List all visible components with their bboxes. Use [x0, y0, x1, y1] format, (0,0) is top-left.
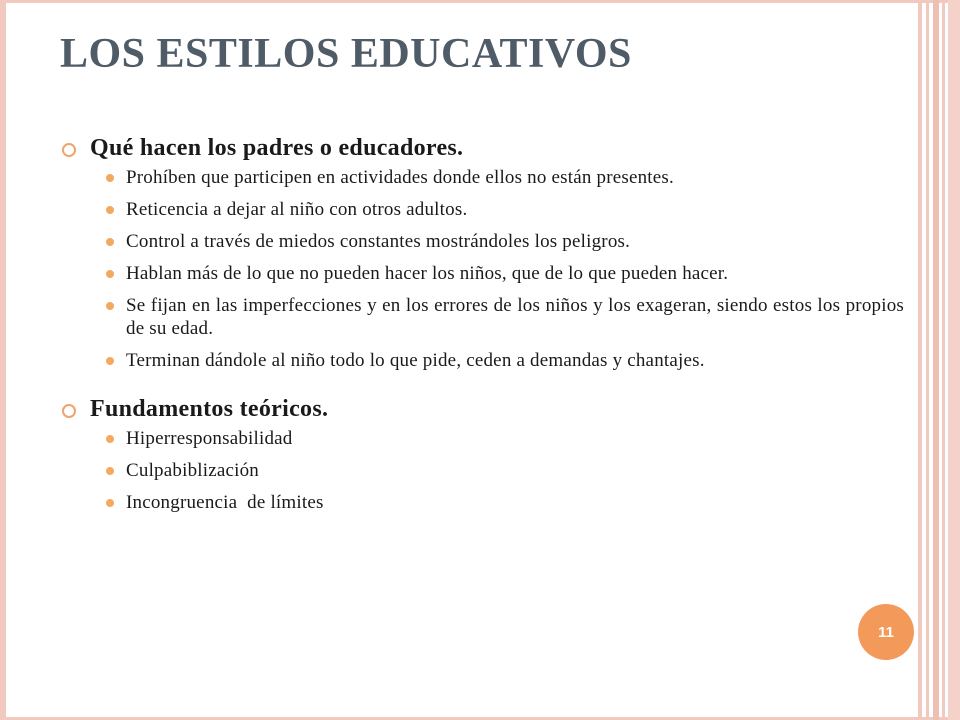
list-item — [106, 230, 904, 253]
bullet-list — [62, 166, 904, 372]
bullet-dot-icon — [106, 357, 114, 365]
bullet-dot-icon — [106, 499, 114, 507]
list-item — [106, 349, 904, 372]
bullet-dot-icon — [106, 270, 114, 278]
section-heading: Fundamentos teóricos. — [90, 396, 329, 422]
list-item — [106, 262, 904, 285]
slide-top-border — [0, 0, 960, 3]
decorative-stripe — [926, 0, 929, 720]
section-heading-row — [62, 396, 904, 423]
list-item-text: Culpabiblización — [126, 460, 259, 481]
section-what-parents-do — [62, 135, 904, 372]
section-heading-row — [62, 135, 904, 162]
section-theoretical-foundations — [62, 396, 904, 514]
ring-bullet-icon — [62, 143, 76, 157]
list-item-text: Prohíben que participen en actividades donde ellos no están presentes. — [126, 167, 674, 188]
decorative-stripe — [933, 0, 939, 720]
list-item-text: Terminan dándole al niño todo lo que pide, ceden a demandas y chantajes. — [126, 350, 705, 371]
list-item — [106, 459, 904, 482]
list-item-text: Hablan más de lo que no pueden hacer los niños, que de lo que pueden hacer. — [126, 263, 729, 284]
slide-content — [62, 135, 904, 523]
bullet-dot-icon — [106, 302, 114, 310]
decorative-stripe — [948, 0, 960, 720]
list-item — [106, 491, 904, 514]
section-heading: Qué hacen los padres o educadores. — [90, 135, 464, 161]
decorative-stripe — [942, 0, 945, 720]
list-item-text: Se fijan en las imperfecciones y en los errores de los niños y los exageran, siendo estos los propios de su edad. — [126, 295, 904, 339]
bullet-dot-icon — [106, 238, 114, 246]
list-item — [106, 294, 904, 340]
list-item-text: Hiperresponsabilidad — [126, 428, 293, 449]
list-item — [106, 427, 904, 450]
decorative-stripe — [918, 0, 922, 720]
list-item — [106, 166, 904, 189]
ring-bullet-icon — [62, 404, 76, 418]
bullet-dot-icon — [106, 174, 114, 182]
bullet-dot-icon — [106, 467, 114, 475]
page-number-badge: 11 — [858, 604, 914, 660]
slide-title: LOS ESTILOS EDUCATIVOS — [60, 31, 632, 77]
bullet-list — [62, 427, 904, 514]
list-item-text: Incongruencia de límites — [126, 492, 324, 513]
list-item — [106, 198, 904, 221]
list-item-text: Reticencia a dejar al niño con otros adultos. — [126, 199, 468, 220]
bullet-dot-icon — [106, 206, 114, 214]
bullet-dot-icon — [106, 435, 114, 443]
slide-left-border — [0, 0, 6, 720]
list-item-text: Control a través de miedos constantes mostrándoles los peligros. — [126, 231, 631, 252]
